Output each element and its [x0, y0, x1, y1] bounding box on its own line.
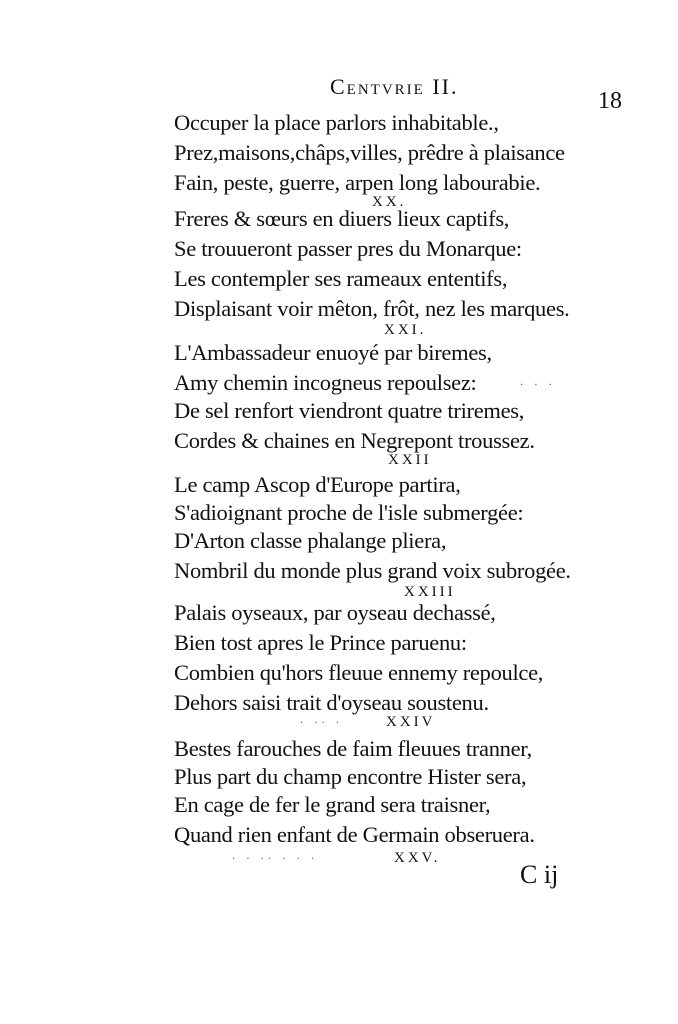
verse-line: Le camp Ascop d'Europe partira,: [174, 472, 461, 497]
verse-line: D'Arton classe phalange pliera,: [174, 528, 447, 553]
verse-line: Les contempler ses rameaux ententifs,: [174, 266, 508, 291]
verse-line: Dehors saisi trait d'oyseau soustenu.: [174, 690, 489, 715]
verse-line: Occuper la place parlors inhabitable.,: [174, 110, 499, 135]
verse-line: Prez,maisons,châps,villes, prêdre à plaisance: [174, 140, 565, 165]
verse-line: Nombril du monde plus grand voix subrogée.: [174, 558, 571, 583]
ink-specks: · · ·: [520, 380, 556, 391]
quatrain-numeral: XXIV: [386, 714, 436, 730]
verse-line: Cordes & chaines en Negrepont troussez.: [174, 428, 535, 453]
page-number: 18: [598, 88, 622, 114]
verse-line: De sel renfort viendront quatre triremes,: [174, 398, 525, 423]
verse-line: Fain, peste, guerre, arpen long labourabie.: [174, 170, 541, 195]
ink-specks: · ·· ·: [300, 718, 344, 729]
verse-line: Palais oyseaux, par oyseau dechassé,: [174, 600, 496, 625]
quatrain-numeral: XX.: [372, 194, 407, 210]
quatrain-numeral: XXV.: [394, 850, 441, 866]
quatrain-numeral: XXII: [388, 452, 432, 468]
verse-line: Plus part du champ encontre Hister sera,: [174, 764, 527, 789]
quatrain-numeral: XXI.: [384, 322, 427, 338]
running-title: Centvrie II.: [330, 74, 459, 99]
verse-line: Displaisant voir mêton, frôt, nez les marques.: [174, 296, 570, 321]
verse-line: Amy chemin incogneus repoulsez:: [174, 370, 477, 395]
verse-line: Bestes farouches de faim fleuues tranner,: [174, 736, 532, 761]
verse-line: Freres & sœurs en diuers lieux captifs,: [174, 206, 510, 231]
quatrain-numeral: XXIII: [404, 584, 456, 600]
signature-mark: C ij: [520, 860, 559, 889]
verse-line: Combien qu'hors fleuue ennemy repoulce,: [174, 660, 544, 685]
verse-line: Bien tost apres le Prince paruenu:: [174, 630, 467, 655]
verse-line: L'Ambassadeur enuoyé par biremes,: [174, 340, 492, 365]
verse-line: Quand rien enfant de Germain obseruera.: [174, 822, 535, 847]
verse-line: En cage de fer le grand sera traisner,: [174, 792, 491, 817]
verse-line: S'adioignant proche de l'isle submergée:: [174, 500, 524, 525]
verse-line: Se trouueront passer pres du Monarque:: [174, 236, 522, 261]
ink-specks: · · ·· · · ·: [232, 854, 319, 865]
